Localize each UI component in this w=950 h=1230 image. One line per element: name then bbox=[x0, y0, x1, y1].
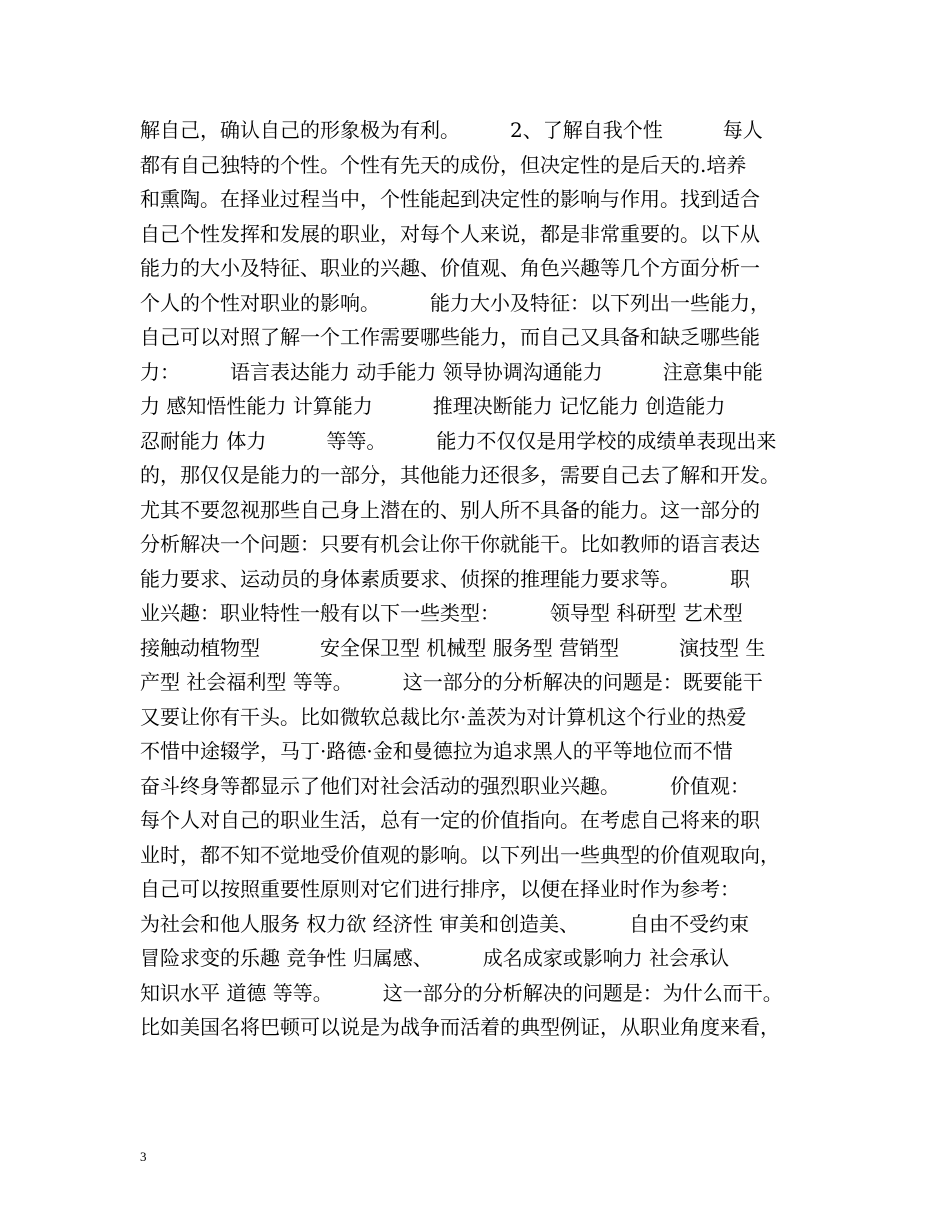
text-line: 能力的大小及特征、职业的兴趣、价值观、角色兴趣等几个方面分析一 bbox=[140, 256, 760, 280]
text-line: 知识水平 道德 等等。 这一部分的分析解决的问题是：为什么而干。 bbox=[140, 980, 783, 1005]
text-line: 忍耐能力 体力 等等。 能力不仅仅是用学校的成绩单表现出来 bbox=[140, 428, 777, 453]
text-line: 比如美国名将巴顿可以说是为战争而活着的典型例证，从职业角度来看， bbox=[140, 1015, 780, 1039]
text-line: 能力要求、运动员的身体素质要求、侦探的推理能力要求等。 职 bbox=[140, 566, 750, 591]
page-number: 3 bbox=[140, 1149, 147, 1164]
text-line: 分析解决一个问题：只要有机会让你干你就能干。比如教师的语言表达 bbox=[140, 532, 760, 556]
text-line: 接触动植物型 安全保卫型 机械型 服务型 营销型 演技型 生 bbox=[140, 635, 766, 660]
text-line: 力： 语言表达能力 动手能力 领导协调沟通能力 注意集中能 bbox=[140, 359, 763, 384]
text-line: 力 感知悟性能力 计算能力 推理决断能力 记忆能力 创造能力 bbox=[140, 394, 726, 418]
text-line: 为社会和他人服务 权力欲 经济性 审美和创造美、 自由不受约束 bbox=[140, 911, 750, 936]
text-line: 冒险求变的乐趣 竞争性 归属感、 成名成家或影响力 社会承认 bbox=[140, 946, 730, 970]
text-line: 个人的个性对职业的影响。 能力大小及特征：以下列出一些能力， bbox=[140, 290, 770, 315]
body-text bbox=[140, 113, 840, 1045]
text-line: 的，那仅仅是能力的一部分，其他能力还很多，需要自己去了解和开发。 bbox=[140, 463, 780, 487]
text-line: 产型 社会福利型 等等。 这一部分的分析解决的问题是：既要能干 bbox=[140, 670, 763, 694]
text-line: 自己个性发挥和发展的职业，对每个人来说，都是非常重要的。以下从 bbox=[140, 221, 760, 246]
text-line: 不惜中途辍学，马丁·路德·金和曼德拉为追求黑人的平等地位而不惜 bbox=[140, 739, 733, 763]
text-line: 解自己，确认自己的形象极为有利。 2、了解自我个性 每人 bbox=[140, 118, 763, 142]
text-line: 自己可以对照了解一个工作需要哪些能力，而自己又具备和缺乏哪些能 bbox=[140, 325, 760, 349]
text-line: 业时，都不知不觉地受价值观的影响。以下列出一些典型的价值观取向， bbox=[140, 842, 780, 867]
text-line: 奋斗终身等都显示了他们对社会活动的强烈职业兴趣。 价值观： bbox=[140, 773, 750, 798]
text-line: 自己可以按照重要性原则对它们进行排序，以便在择业时作为参考： bbox=[140, 877, 740, 901]
text-line: 和熏陶。在择业过程当中，个性能起到决定性的影响与作用。找到适合 bbox=[140, 187, 760, 211]
text-line: 每个人对自己的职业生活，总有一定的价值指向。在考虑自己将来的职 bbox=[140, 808, 760, 832]
text-line: 都有自己独特的个性。个性有先天的成份，但决定性的是后天的.培养 bbox=[140, 152, 747, 177]
text-line: 业兴趣：职业特性一般有以下一些类型： 领导型 科研型 艺术型 bbox=[140, 601, 743, 625]
text-line: 尤其不要忽视那些自己身上潜在的、别人所不具备的能力。这一部分的 bbox=[140, 497, 760, 522]
text-line: 又要让你有干头。比如微软总裁比尔·盖茨为对计算机这个行业的热爱 bbox=[140, 704, 747, 729]
